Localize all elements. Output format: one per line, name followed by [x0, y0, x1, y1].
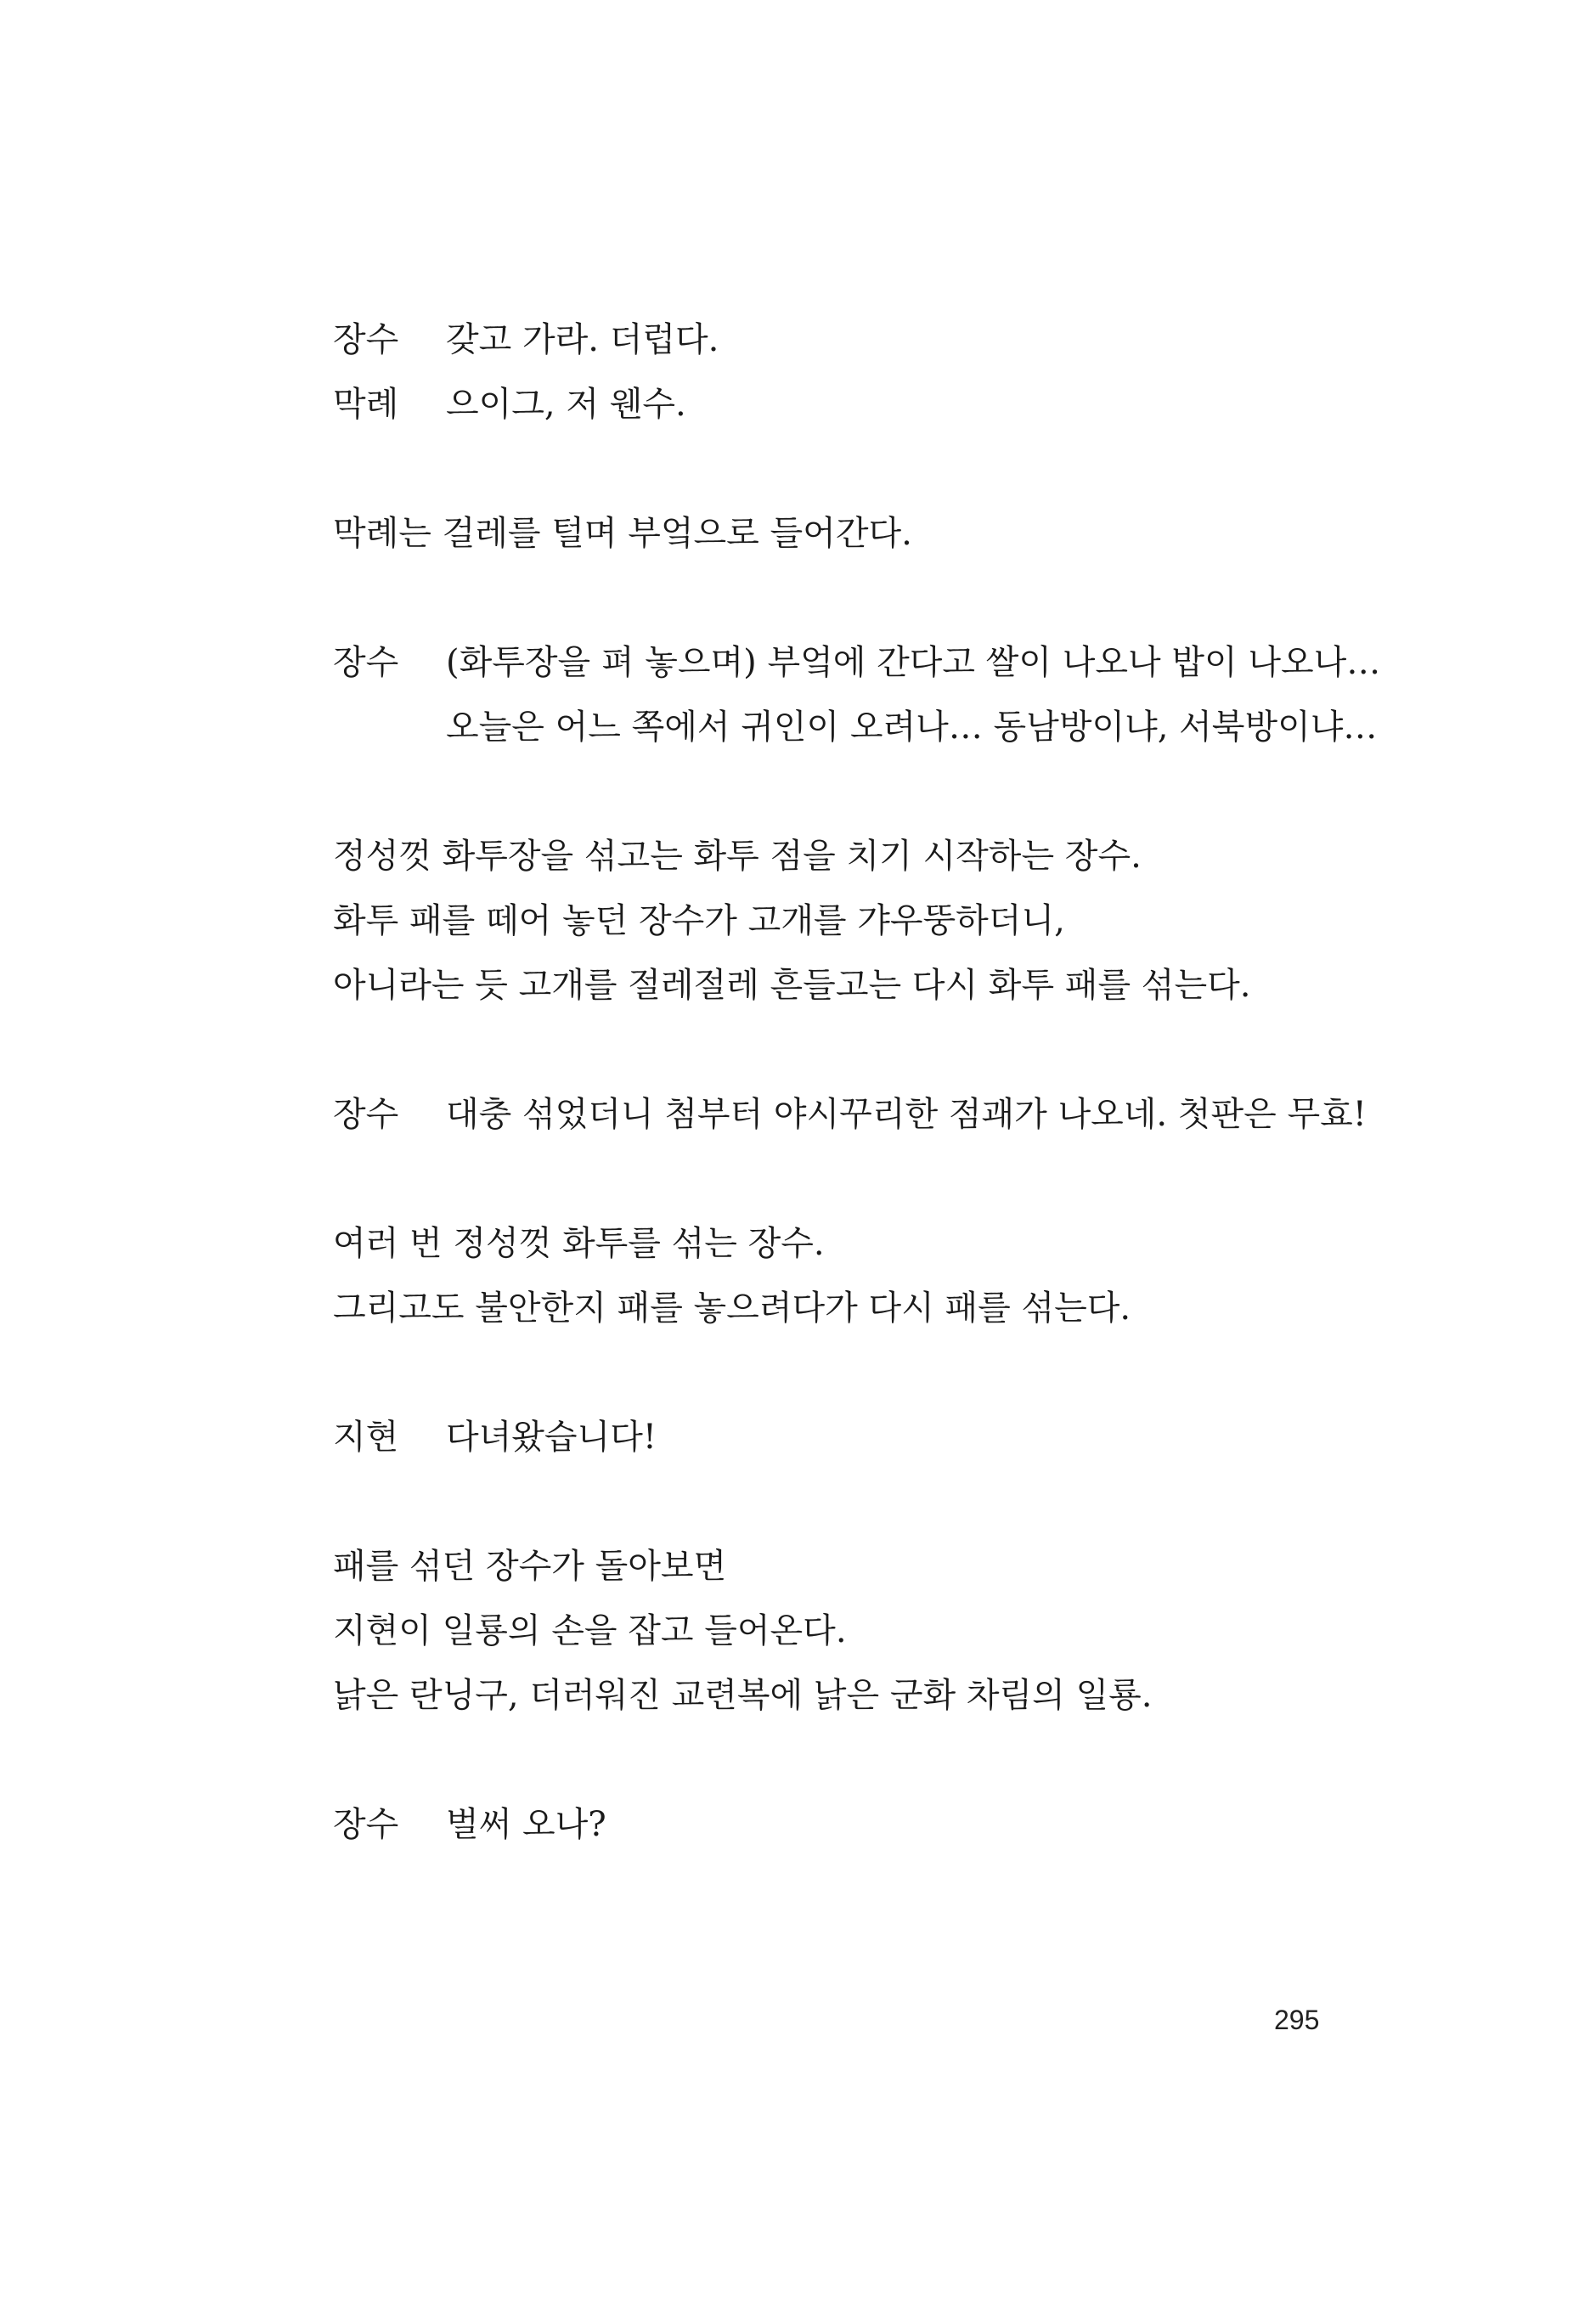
stage-direction: 정성껏 화투장을 섞고는 화투 점을 치기 시작하는 장수. — [333, 837, 1142, 876]
dialogue-text: 으이그, 저 웬수. — [446, 385, 686, 424]
stage-direction: 그리고도 불안한지 패를 놓으려다가 다시 패를 섞는다. — [333, 1289, 1131, 1328]
dialogue-text: 다녀왔습니다! — [446, 1418, 657, 1457]
speaker-name: 막례 — [333, 386, 399, 423]
dialogue-text: (화투장을 펴 놓으며) 부엌에 간다고 쌀이 나오나 밥이 나오나… — [446, 643, 1381, 682]
page-number: 295 — [1274, 2005, 1320, 2035]
stage-direction: 화투 패를 떼어 놓던 장수가 고개를 갸우뚱하더니, — [333, 901, 1065, 940]
dialogue-text: 갖고 가라. 더럽다. — [446, 320, 719, 359]
dialogue-line — [333, 1792, 1335, 1857]
speaker-name: 장수 — [333, 1806, 399, 1843]
dialogue-text: 오늘은 어느 쪽에서 귀인이 오려나… 동남방이냐, 서북방이냐… — [446, 708, 1378, 747]
speaker-name: 장수 — [333, 1096, 399, 1133]
dialogue-line — [333, 372, 1335, 437]
stage-direction: 패를 섞던 장수가 돌아보면 — [333, 1547, 727, 1586]
dialogue-text: 대충 섞었더니 첨부터 야시꾸리한 점괘가 나오네. 첫판은 무효! — [446, 1095, 1367, 1134]
dialogue-text: 벌써 오나? — [446, 1805, 606, 1844]
stage-direction: 지현이 일룡의 손을 잡고 들어온다. — [333, 1611, 847, 1650]
speaker-name: 장수 — [333, 644, 399, 681]
dialogue-line — [333, 630, 1381, 695]
stage-direction: 아니라는 듯 고개를 절레절레 흔들고는 다시 화투 패를 섞는다. — [333, 966, 1251, 1005]
stage-direction: 여러 번 정성껏 화투를 섞는 장수. — [333, 1224, 825, 1263]
speaker-name: 장수 — [333, 321, 399, 358]
script-body — [333, 307, 1381, 1857]
stage-direction: 막례는 걸레를 털며 부엌으로 들어간다. — [333, 514, 912, 553]
dialogue-line — [333, 1405, 1335, 1469]
dialogue-line — [333, 1082, 1367, 1147]
stage-direction: 낡은 란닝구, 더러워진 교련복에 낡은 군화 차림의 일룡. — [333, 1676, 1153, 1715]
speaker-name: 지현 — [333, 1419, 399, 1456]
dialogue-line — [333, 307, 1335, 372]
dialogue-continuation — [333, 695, 1378, 759]
